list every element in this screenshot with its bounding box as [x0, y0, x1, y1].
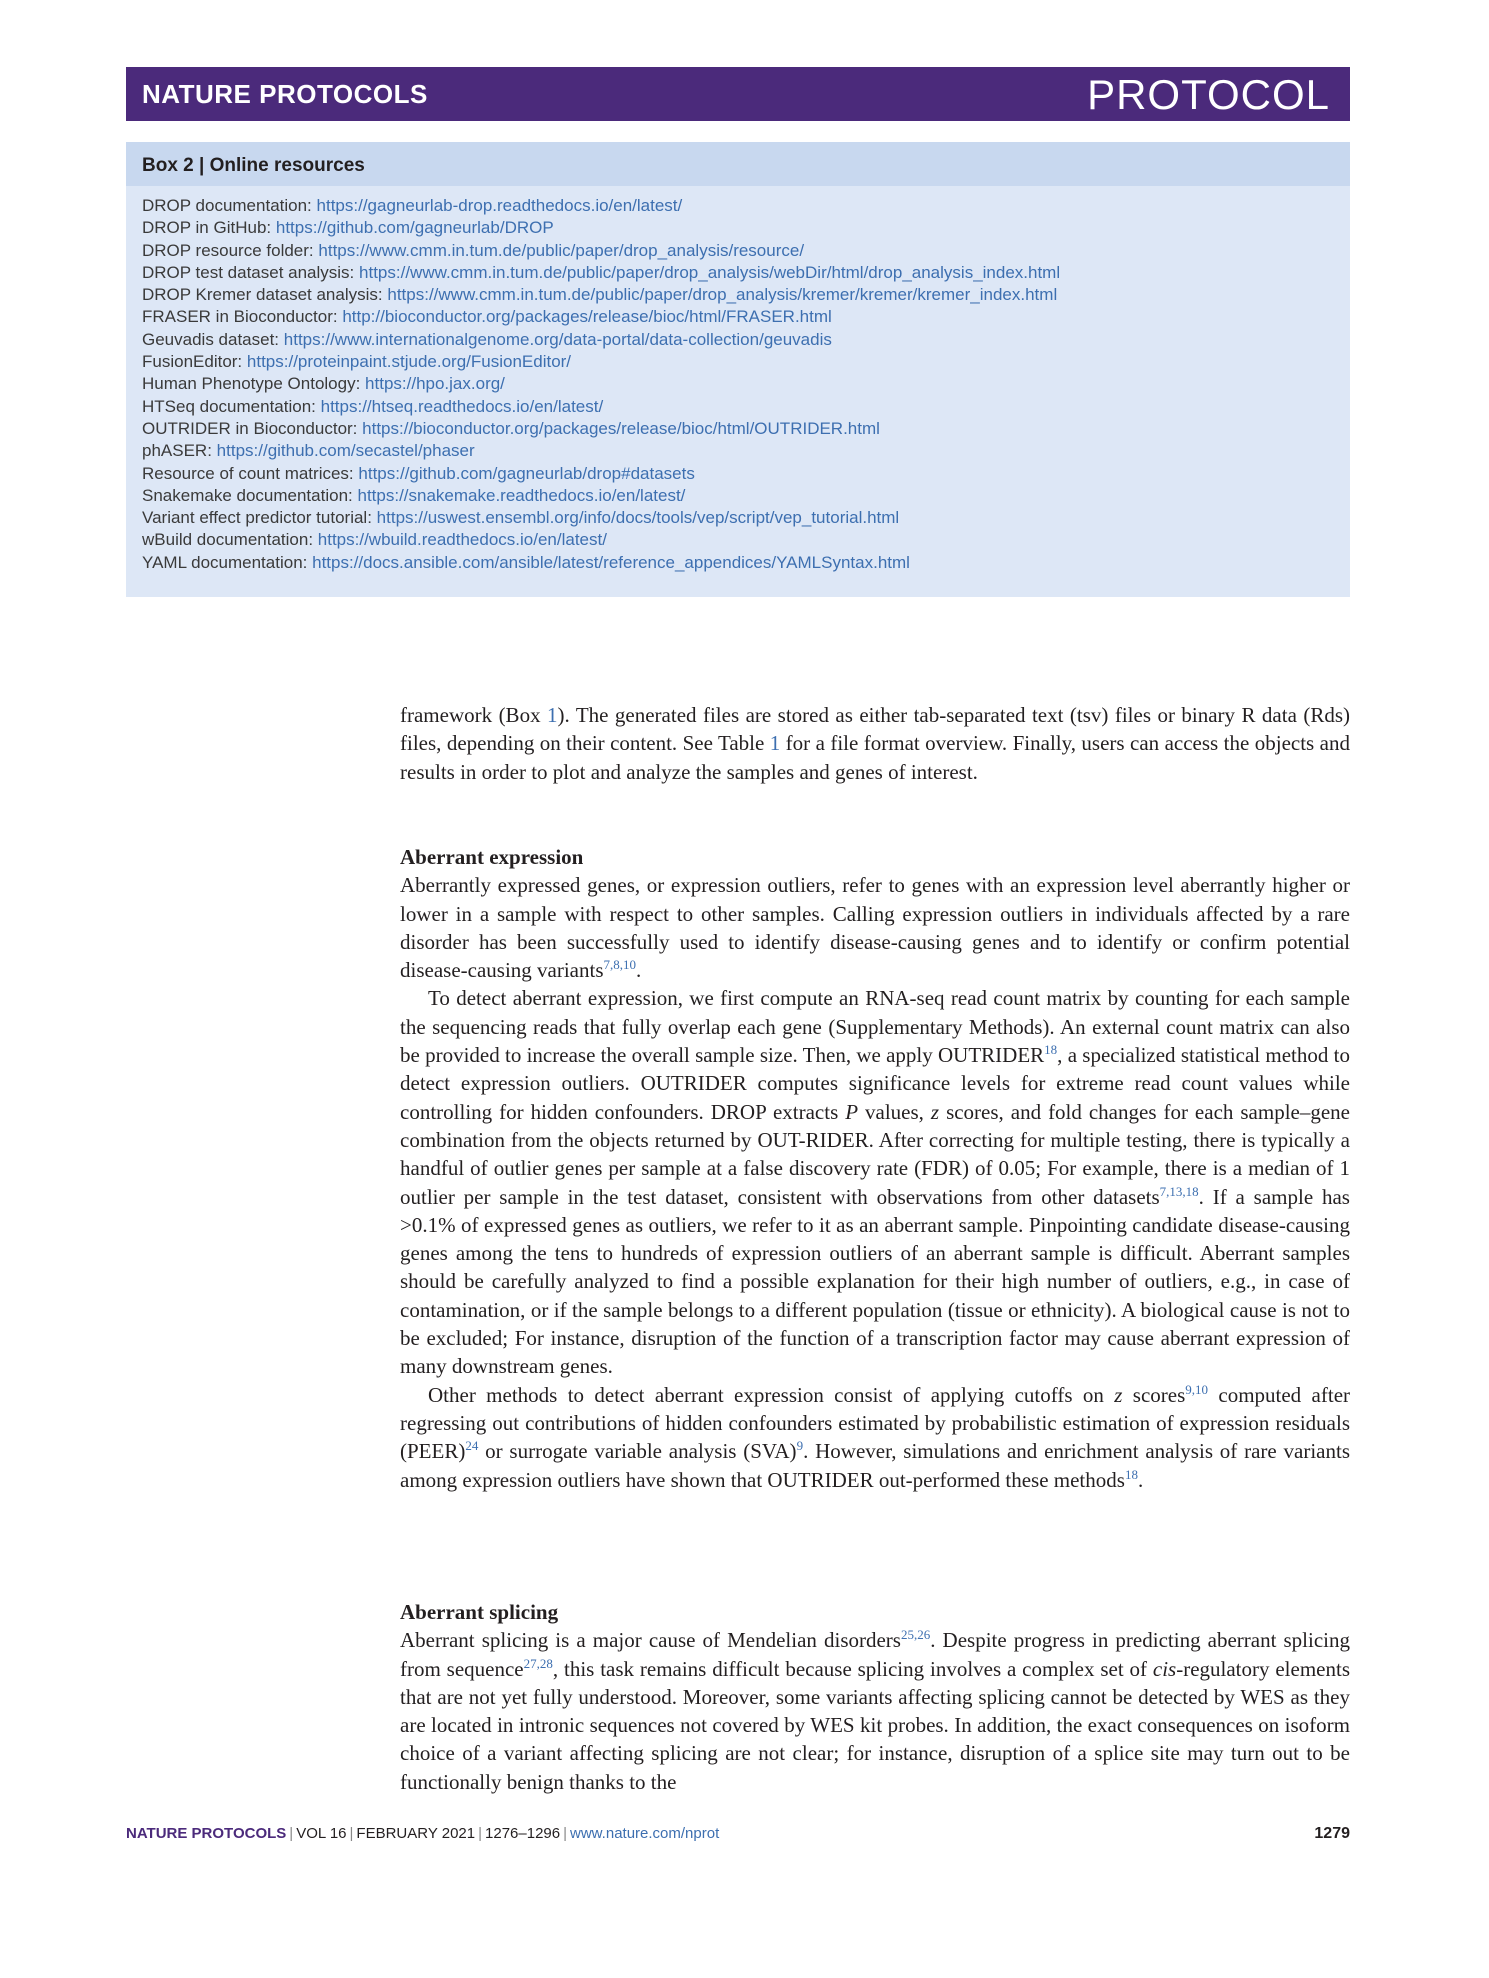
- resource-label: HTSeq documentation:: [142, 396, 316, 416]
- footer-url-link[interactable]: www.nature.com/nprot: [570, 1825, 720, 1842]
- online-resources-box: [126, 142, 1350, 597]
- resource-label: Variant effect predictor tutorial:: [142, 508, 372, 528]
- resource-link[interactable]: https://gagneurlab-drop.readthedocs.io/en/latest/: [316, 196, 683, 215]
- footer-volume: VOL 16: [296, 1825, 347, 1842]
- resource-item: [142, 351, 1334, 373]
- resource-item: [142, 240, 1334, 262]
- box-1-link[interactable]: 1: [547, 703, 558, 727]
- resource-link[interactable]: https://github.com/gagneurlab/drop#datasets: [358, 463, 695, 483]
- resource-label: Human Phenotype Ontology:: [142, 374, 361, 394]
- resource-link[interactable]: https://docs.ansible.com/ansible/latest/reference_appendices/YAMLSyntax.html: [312, 552, 910, 572]
- page-number: 1279: [1314, 1825, 1350, 1842]
- journal-name: NATURE PROTOCOLS: [142, 79, 428, 109]
- page-footer: NATURE PROTOCOLS | VOL 16 | FEBRUARY 2021 | 1276–1296 | www.nature.com/nprot 1279: [126, 1825, 1350, 1842]
- citation-ref[interactable]: 25,26: [900, 1627, 931, 1643]
- resource-item: [142, 306, 1334, 328]
- resource-link[interactable]: https://htseq.readthedocs.io/en/latest/: [320, 396, 604, 416]
- citation-ref[interactable]: 9: [796, 1438, 804, 1454]
- resource-link[interactable]: https://bioconductor.org/packages/release/bioc/html/OUTRIDER.html: [362, 418, 880, 438]
- resource-item: [142, 440, 1334, 462]
- citation-ref[interactable]: 27,28: [523, 1655, 553, 1671]
- resource-label: phASER:: [142, 441, 212, 461]
- citation-ref[interactable]: 18: [1124, 1466, 1138, 1482]
- box-title: Box 2 | Online resources: [126, 142, 1350, 186]
- resource-item: [142, 529, 1334, 551]
- resource-label: YAML documentation:: [142, 552, 308, 572]
- resource-link[interactable]: https://github.com/gagneurlab/DROP: [275, 218, 554, 238]
- resource-label: FusionEditor:: [142, 352, 243, 372]
- journal-header-bar: [126, 67, 1350, 121]
- resource-link[interactable]: https://uswest.ensembl.org/info/docs/tools/vep/script/vep_tutorial.html: [376, 508, 900, 528]
- resource-item: [142, 418, 1334, 440]
- splicing-paragraph-1: Aberrant splicing is a major cause of Mendelian disorders$^{25,26}$. Despite progress in predicting aberrant splicing from sequence$^{27,28}$, this task remains difficult because splicing involves a complex set of cis-regulatory elements that are not yet fully understood. Moreover, some variants affecting splicing cannot be detected by WES as they are located in intronic sequences not covered by WES kit probes. In addition, the exact consequences on isoform choice of a variant affecting splicing are not clear; for instance, disruption of a splice site may turn out to be functionally benign thanks to the: [400, 1627, 1351, 1794]
- footer-date: FEBRUARY 2021: [356, 1825, 476, 1842]
- section-heading-splicing: Aberrant splicing: [400, 1600, 559, 1624]
- resource-link[interactable]: https://hpo.jax.org/: [365, 374, 505, 394]
- citation-ref[interactable]: 9,10: [1185, 1381, 1209, 1397]
- resource-label: Snakemake documentation:: [142, 485, 353, 505]
- citation-ref[interactable]: 24: [465, 1438, 479, 1454]
- expression-paragraph-1: Aberrantly expressed genes, or expression outliers, refer to genes with an expression level aberrantly higher or lower in a sample with respect to other samples. Calling expression outliers in individuals affected by a rare disorder has been successfully used to identify disease-causing genes and to identify or confirm potential disease-causing variants$^{7,8,10}$.: [400, 873, 1350, 983]
- resource-item: [142, 262, 1334, 284]
- resource-item: [142, 373, 1334, 395]
- resource-item: [142, 217, 1334, 239]
- resource-item: [142, 195, 1334, 217]
- resource-label: Resource of count matrices:: [142, 463, 354, 483]
- resource-item: [142, 485, 1334, 507]
- resource-item: [142, 552, 1334, 574]
- expression-paragraph-3: Other methods to detect aberrant expression consist of applying cutoffs on z scores$^{9,10}$ computed after regressing out contributions of hidden confounders estimated by probabilistic estimation of expression residuals (PEER)$^{24}$ or surrogate variable analysis (SVA)$^9$. However, simulations and enrichment analysis of rare variants among expression outliers have shown that OUTRIDER out-performed these methods$^{18}$.: [400, 1381, 1351, 1492]
- aberrant-expression-section: [400, 843, 1350, 1494]
- resource-label: DROP in GitHub:: [142, 218, 272, 238]
- resource-link[interactable]: https://www.cmm.in.tum.de/public/paper/drop_analysis/kremer/kremer/kremer_index.html: [387, 285, 1058, 305]
- aberrant-splicing-section: [400, 1598, 1350, 1796]
- resource-link[interactable]: https://github.com/secastel/phaser: [216, 441, 475, 461]
- citation-ref[interactable]: 7,8,10: [603, 957, 637, 973]
- resource-label: OUTRIDER in Bioconductor:: [142, 418, 358, 438]
- footer-journal: NATURE PROTOCOLS: [126, 1825, 287, 1842]
- resource-item: [142, 463, 1334, 485]
- resource-link[interactable]: https://www.cmm.in.tum.de/public/paper/drop_analysis/resource/: [318, 240, 805, 260]
- resource-label: DROP Kremer dataset analysis:: [142, 285, 383, 305]
- resource-item: [142, 284, 1334, 306]
- intro-paragraph: framework (Box 1). The generated files are stored as either tab-separated text (tsv) files or binary R data (Rds) files, depending on their content. See Table 1 for a file format overview. Finally, users can access the objects and results in order to plot and analyze the samples and genes of interest.: [400, 703, 1351, 784]
- resource-link[interactable]: https://proteinpaint.stjude.org/FusionEditor/: [246, 352, 572, 372]
- resource-label: DROP documentation:: [142, 196, 312, 215]
- resource-item: [142, 396, 1334, 418]
- resource-link[interactable]: https://snakemake.readthedocs.io/en/latest/: [357, 485, 686, 505]
- resource-label: FRASER in Bioconductor:: [142, 307, 338, 327]
- section-heading-expression: Aberrant expression: [400, 845, 584, 869]
- resource-link[interactable]: https://wbuild.readthedocs.io/en/latest/: [317, 530, 607, 550]
- resource-item: [142, 329, 1334, 351]
- resource-list: [126, 186, 1350, 574]
- resource-link[interactable]: http://bioconductor.org/packages/release/bioc/html/FRASER.html: [342, 307, 832, 327]
- resource-label: DROP resource folder:: [142, 240, 314, 260]
- resource-label: Geuvadis dataset:: [142, 329, 280, 349]
- article-type-label: PROTOCOL: [1087, 71, 1330, 118]
- expression-paragraph-2: To detect aberrant expression, we first compute an RNA-seq read count matrix by counting for each sample the sequencing reads that fully overlap each gene (Supplementary Methods). An external count matrix can also be provided to increase the overall sample size. Then, we apply OUTRIDER$^{18}$, a specialized statistical method to detect expression outliers. OUTRIDER computes significance levels for extreme read count values while controlling for hidden confounders. DROP extracts P values, z scores, and fold changes for each sample–gene combination from the objects returned by OUT-RIDER. After correcting for multiple testing, there is typically a handful of outlier genes per sample at a false discovery rate (FDR) of 0.05; For example, there is a median of 1 outlier per sample in the test dataset, consistent with observations from other datasets$^{7,13,18}$. If a sample has >0.1% of expressed genes as outliers, we refer to it as an aberrant sample. Pinpointing candidate disease-causing genes among the tens to hundreds of expression outliers of an aberrant sample is difficult. Aberrant samples should be carefully analyzed to find a possible explanation for their high number of outliers, e.g., in case of contamination, or if the sample belongs to a different population (tissue or ethnicity). A biological cause is not to be excluded; For instance, disruption of the function of a transcription factor may cause aberrant expression of many downstream genes.: [400, 986, 1350, 1379]
- resource-label: wBuild documentation:: [142, 530, 314, 550]
- citation-ref[interactable]: 7,13,18: [1159, 1183, 1199, 1199]
- resource-link[interactable]: https://www.cmm.in.tum.de/public/paper/drop_analysis/webDir/html/drop_analysis_index.html: [359, 262, 1061, 282]
- table-1-link[interactable]: 1: [769, 731, 781, 756]
- intro-section: [400, 701, 1350, 786]
- resource-item: [142, 507, 1334, 529]
- footer-pages: 1276–1296: [485, 1825, 561, 1842]
- resource-label: DROP test dataset analysis:: [142, 262, 355, 282]
- resource-link[interactable]: https://www.internationalgenome.org/data-portal/data-collection/geuvadis: [283, 329, 832, 349]
- citation-ref[interactable]: 18: [1044, 1042, 1058, 1058]
